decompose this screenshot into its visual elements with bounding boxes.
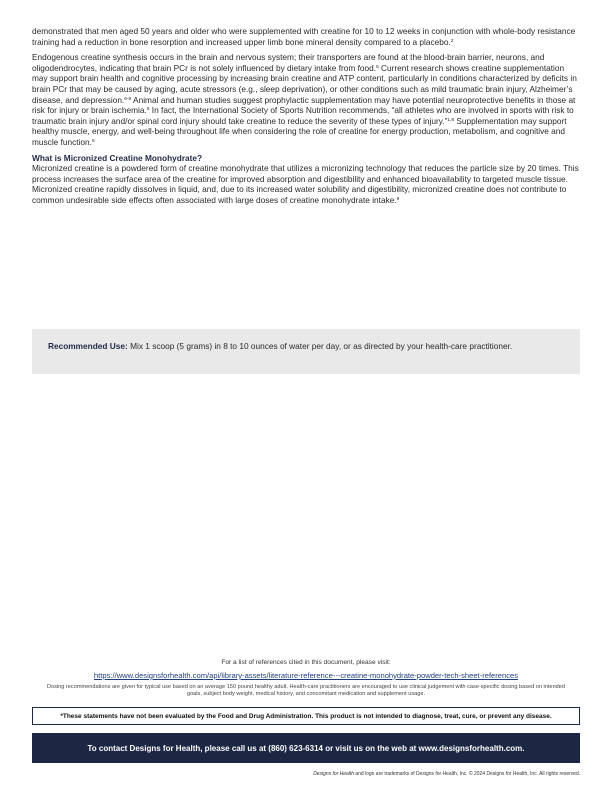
references-link[interactable]: https://www.designsforhealth.com/api/library-assets/literature-reference---creatine-monohydrate-powder-tech-sheet-references — [93, 671, 519, 680]
citation-ref: 2 — [450, 38, 454, 44]
citation-ref: 9 — [396, 196, 400, 202]
paragraph-micronized: Micronized creatine is a powdered form of creatine monohydrate that utilizes a micronizing technology that reduces the particle size by 20 times. This process increases the surface area of the creatine for improved absorption and digestibility and enhanced bioavailability to targeted muscle tissue. Micronized creatine rapidly dissolves in liquid, and, due to its increased water solubility and digestibility, micronized creatine does not contribute to common undesirable side effects often associated with large doses of creatine monohydrate intake.$^9$ — [32, 163, 579, 205]
dosing-note: Dosing recommendations are given for typical use based on an average 150 pound healthy adult. Health-care practitioners are encouraged to use clinical judgement with case-specific dosing based on intended goals, subject body weight, medical history, and concomitant medication and supplement usage. — [46, 684, 566, 698]
paragraph-brain-health: Endogenous creatine synthesis occurs in the brain and nervous system; their transporters are found at the blood-brain barrier, neurons, and oligodendrocytes, indicating that brain PCr is not solely influenced by dietary intake from food.$^6$ Current research shows creatine supplementation may support brain health and cognitive processing by increasing brain creatine and ATP content, particularly in conditions characterized by deficits in brain PCr that may be caused by aging, acute stressors (e.g., sleep deprivation), or other conditions such as mild traumatic brain injury, Alzheimer’s disease, and depression.$^{6-8}$ Animal and human studies suggest prophylactic supplementation may have potential neuroprotective benefits in those at risk for injury or brain ischemia.$^6$ In fact, the International Society of Sports Nutrition recommends, “all athletes who are involved in sports with risk to traumatic brain injury and/or spinal cord injury should take creatine to reduce the severity of these types of injury.”$^{1,8}$ Supplementation may support healthy muscle, energy, and well-being throughout life when considering the role of creatine for energy production, metabolism, and cognitive and muscle function.$^8$ — [32, 52, 577, 147]
article-body — [32, 26, 580, 211]
citation-ref: 8 — [91, 138, 95, 144]
citation-ref: 6 — [376, 64, 379, 70]
citation-ref: 6 — [146, 107, 150, 113]
citation-ref: 1,8 — [447, 117, 455, 123]
contact-banner: To contact Designs for Health, please call us at (860) 623-6314 or visit us on the web at www.designsforhealth.com. — [32, 733, 580, 763]
recommended-use-text: Mix 1 scoop (5 grams) in 8 to 10 ounces of water per day, or as directed by your health-care practitioner. — [127, 341, 513, 351]
fda-disclaimer: *These statements have not been evaluated by the Food and Drug Administration. This product is not intended to diagnose, treat, cure, or prevent any disease. — [32, 707, 580, 725]
paragraph-bone-density: demonstrated that men aged 50 years and older who were supplemented with creatine for 10 to 12 weeks in conjunction with whole-body resistance training had a reduction in bone resorption and increased upper limb bone mineral density compared to a placebo.$^2$ — [32, 26, 576, 47]
recommended-use-box — [32, 329, 580, 374]
references-label: For a list of references cited in this document, please visit: — [221, 659, 391, 666]
recommended-use-label: Recommended Use: — [48, 341, 128, 351]
citation-ref: 6-8 — [124, 96, 132, 102]
section-heading-micronized: What is Micronized Creatine Monohydrate? — [32, 152, 203, 163]
trademark-notice: Designs for Health and logo are trademarks of Designs for Health, Inc. © 2024 Designs for Health, Inc. All rights reserved. — [313, 771, 580, 777]
